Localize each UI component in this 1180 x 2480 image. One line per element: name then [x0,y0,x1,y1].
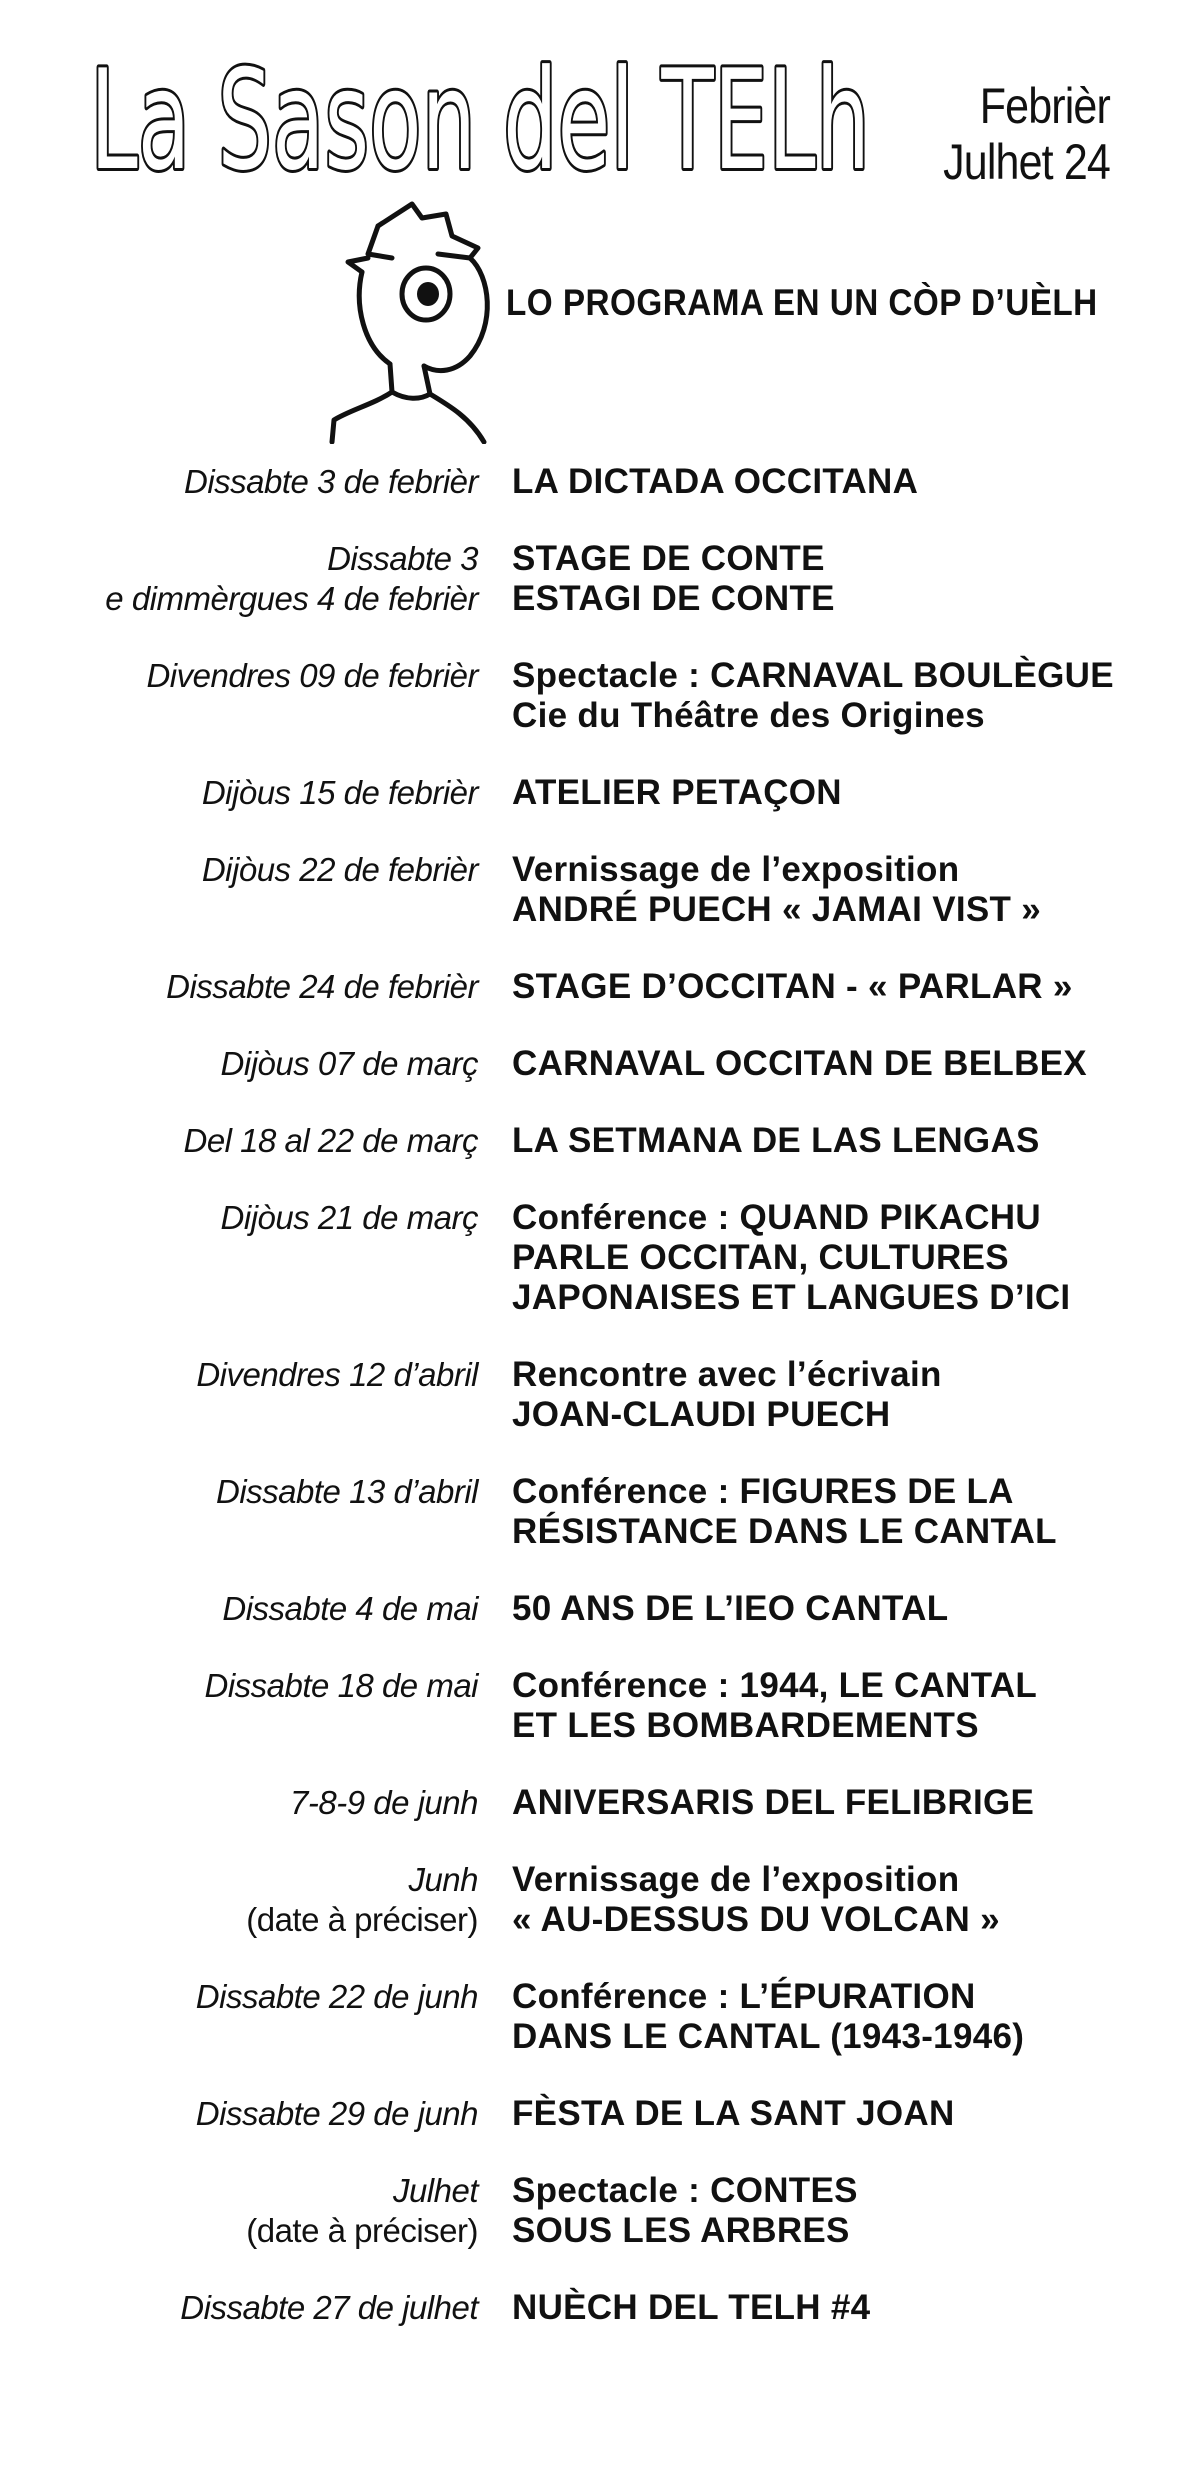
event-title-line: LA SETMANA DE LAS LENGAS [512,1121,1040,1160]
period-start: Febrièr [979,78,1110,134]
program-row [0,1860,1180,1940]
event-date-line: Dissabte 29 de junh [195,2095,478,2132]
program-row [0,850,1180,930]
event-date [0,1121,478,1161]
event-date [0,773,478,813]
event-title-line: STAGE DE CONTE [512,539,825,578]
event-title-line: LA DICTADA OCCITANA [512,462,919,501]
event-title-line: JOAN-CLAUDI PUECH [512,1395,891,1434]
event-title-line: Conférence : QUAND PIKACHU [512,1198,1041,1237]
event-date-line: Dijòus 15 de febrièr [201,774,478,811]
event-title-line: Vernissage de l’exposition [512,850,960,889]
event-date [0,1977,478,2017]
event-title [512,2171,858,2251]
event-date-line: Dissabte 3 de febrièr [184,463,478,500]
event-title [512,850,1041,930]
program-row [0,1472,1180,1552]
event-title-line: Vernissage de l’exposition [512,1860,960,1899]
title-logo-text: La Sason del TELh [90,40,870,201]
event-date-line: Dijòus 21 de març [220,1199,478,1236]
event-date-line: Divendres 12 d’abril [196,1356,478,1393]
event-date [0,1198,478,1238]
event-date-line: Divendres 09 de febrièr [146,657,478,694]
event-title [512,656,1114,736]
event-title-line: CARNAVAL OCCITAN DE BELBEX [512,1044,1087,1083]
event-title [512,967,1073,1007]
event-date [0,1044,478,1084]
event-title [512,462,918,502]
program-row [0,1666,1180,1746]
event-date [0,850,478,890]
program-subtitle: LO PROGRAMA EN UN CÒP D’UÈLH [506,282,1098,323]
event-date [0,2288,478,2328]
page-header [0,0,1180,470]
event-title-line: Conférence : L’ÉPURATION [512,1977,976,2016]
event-title-line: Conférence : FIGURES DE LA [512,1472,1014,1511]
event-date-line: Dissabte 4 de mai [222,1590,478,1627]
event-date-line: Dissabte 3 [327,540,478,577]
event-title [512,1666,1037,1746]
event-date-line: Dissabte 18 de mai [204,1667,478,1704]
event-title [512,1860,1000,1940]
program-row [0,656,1180,736]
event-title-line: DANS LE CANTAL (1943-1946) [512,2017,1025,2056]
event-title-line: « AU-DESSUS DU VOLCAN » [512,1900,1000,1939]
program-row [0,1355,1180,1435]
event-date [0,1666,478,1706]
event-title [512,1355,942,1435]
event-date [0,1783,478,1823]
eye-mascot-icon [320,196,520,444]
event-title-line: ET LES BOMBARDEMENTS [512,1706,979,1745]
event-date-line: 7-8-9 de junh [290,1784,478,1821]
event-title-line: ESTAGI DE CONTE [512,579,835,618]
event-date [0,2094,478,2134]
event-title-line: SOUS LES ARBRES [512,2211,850,2250]
event-title-line: ANDRÉ PUECH « JAMAI VIST » [512,890,1042,929]
program-row [0,1589,1180,1629]
program-row [0,2094,1180,2134]
event-date [0,1860,478,1940]
event-date-line: Dijòus 07 de març [220,1045,478,1082]
event-date [0,967,478,1007]
event-title [512,1783,1034,1823]
event-date-line: e dimmèrgues 4 de febrièr [105,580,478,617]
event-date-line: Dissabte 13 d’abril [216,1473,478,1510]
program-row [0,462,1180,502]
event-date-line: Dijòus 22 de febrièr [201,851,478,888]
event-title-line: 50 ANS DE L’IEO CANTAL [512,1589,949,1628]
event-title [512,539,835,619]
event-date [0,2171,478,2251]
title-logo [90,28,880,218]
event-title-line: STAGE D’OCCITAN - « PARLAR » [512,967,1073,1006]
event-title-line: Spectacle : CONTES [512,2171,858,2210]
program-row [0,1044,1180,1084]
event-title-line: ANIVERSARIS DEL FELIBRIGE [512,1783,1035,1822]
event-date-line: (date à préciser) [246,1901,478,1938]
event-title [512,1198,1070,1318]
event-title [512,1589,948,1629]
event-title-line: Rencontre avec l’écrivain [512,1355,942,1394]
program-row [0,2288,1180,2328]
event-title [512,1044,1087,1084]
event-title-line: FÈSTA DE LA SANT JOAN [512,2094,955,2133]
event-date-line: Junh [408,1861,478,1898]
program-list [0,462,1180,2365]
event-date [0,1472,478,1512]
event-date-line: Dissabte 22 de junh [195,1978,478,2015]
event-title-line: JAPONAISES ET LANGUES D’ICI [512,1278,1071,1317]
event-date [0,1355,478,1395]
program-row [0,1977,1180,2057]
program-row [0,967,1180,1007]
event-title-line: PARLE OCCITAN, CULTURES [512,1238,1009,1277]
event-title [512,1472,1057,1552]
program-row [0,1198,1180,1318]
event-title [512,1977,1024,2057]
event-title [512,2288,870,2328]
program-row [0,539,1180,619]
event-date-line: (date à préciser) [246,2212,478,2249]
event-date [0,462,478,502]
event-title-line: NUÈCH DEL TELH #4 [512,2288,871,2327]
period-end: Julhet 24 [943,134,1110,190]
program-row [0,1121,1180,1161]
program-row [0,1783,1180,1823]
event-date [0,1589,478,1629]
event-title-line: Spectacle : CARNAVAL BOULÈGUE [512,656,1114,695]
event-date [0,539,478,619]
program-row [0,2171,1180,2251]
event-title-line: Conférence : 1944, LE CANTAL [512,1666,1038,1705]
event-date [0,656,478,696]
season-period [943,78,1110,190]
event-title [512,2094,955,2134]
event-date-line: Del 18 al 22 de març [183,1122,478,1159]
event-title [512,1121,1040,1161]
event-title-line: RÉSISTANCE DANS LE CANTAL [512,1512,1057,1551]
event-date-line: Julhet [392,2172,478,2209]
event-date-line: Dissabte 24 de febrièr [166,968,478,1005]
event-title-line: Cie du Théâtre des Origines [512,696,985,735]
event-title-line: ATELIER PETAÇON [512,773,842,812]
event-title [512,773,842,813]
event-date-line: Dissabte 27 de julhet [180,2289,478,2326]
program-row [0,773,1180,813]
